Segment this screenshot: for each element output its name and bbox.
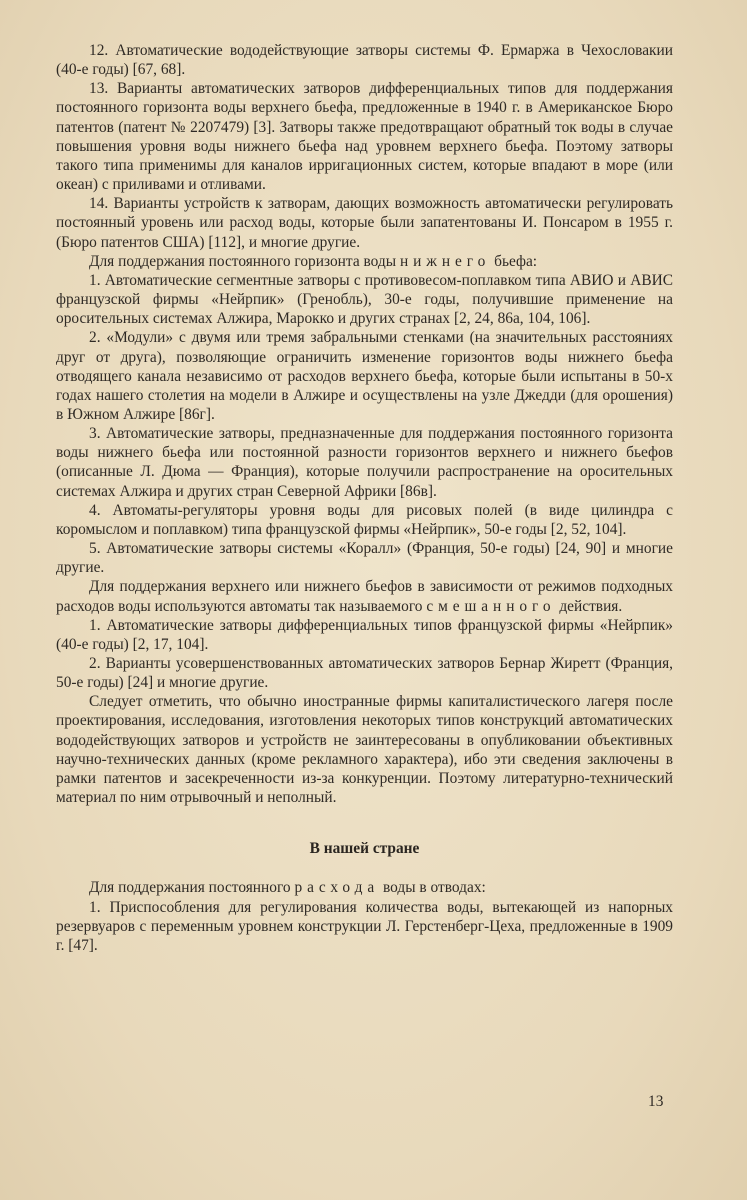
lower-list-item-2: 2. «Модули» с двумя или тремя забральными стенками (на значительных расстояниях друг от друга), позволяющие ограничить изменение горизонтов воды нижнего бьефа отводящего канала независимо от расходов верхнего бьефа, которые были испытаны в 50-х годах нашего столетия на модели в Алжире и осуществлены на узле Джедди (для орошения) в Южном Алжире [86г]. <box>56 329 673 423</box>
intro-discharge-spaced: расхода <box>294 879 380 897</box>
intro-mixed-action <box>56 577 673 615</box>
intro-lower-before: Для поддержания постоянного горизонта воды <box>89 252 397 270</box>
intro-discharge-before: Для поддержания постоянного <box>89 879 291 897</box>
intro-discharge <box>56 878 673 897</box>
discharge-list-item-1: 1. Приспособления для регулирования количества воды, вытекающей из напорных резервуаров с переменным уровнем конструкции Л. Герстенберг-Цеха, предложенные в 1909 г. [47]. <box>56 898 673 954</box>
intro-lower-pool <box>56 252 673 271</box>
page-text <box>56 41 673 955</box>
mixed-list-item-2: 2. Варианты усовершенствованных автоматических затворов Бернар Жиретт (Франция, 50-е годы) [24] и многие другие. <box>56 655 673 692</box>
lower-list-item-1: 1. Автоматические сегментные затворы с противовесом-поплавком типа АВИО и АВИС французской фирмы «Нейрпик» (Гренобль), 30-е годы, получившие применение на оросительных системах Алжира, Марокко и других странах [2, 24, 86а, 104, 106]. <box>56 271 673 328</box>
closing-paragraph: Следует отметить, что обычно иностранные фирмы капиталистического лагеря после проектирования, исследования, изготовления некоторых типов конструкций автоматических вододействующих затворов и устройств не заинтересованы в опубликовании объективных научно-технических данных (кроме рекламного характера), ибо эти сведения заключены в рамки патентов и засекреченности из-за конкуренции. Поэтому литературно-технический материал по ним отрывочный и неполный. <box>56 693 673 807</box>
lower-list-item-5: 5. Автоматические затворы системы «Коралл» (Франция, 50-е годы) [24, 90] и многие другие. <box>56 540 673 577</box>
section-heading: В нашей стране <box>309 840 420 858</box>
intro-lower-spaced: нижнего <box>399 252 491 270</box>
lower-list-item-3: 3. Автоматические затворы, предназначенные для поддержания постоянного горизонта воды нижнего бьефа или постоянной разности горизонтов верхнего и нижнего бьефов (описанные Л. Дюма — Франция), которые получили распространение на оросительных системах Алжира и других стран Северной Африки [86в]. <box>56 425 673 500</box>
paragraph-item-14: 14. Варианты устройств к затворам, дающих возможность автоматически регулировать постоянный уровень или расход воды, которые были запатентованы И. Понсаром в 1955 г. (Бюро патентов США) [112], и многие другие. <box>56 195 673 251</box>
intro-lower-after: бьефа: <box>494 252 538 270</box>
intro-mixed-before: Для поддержания верхнего или нижнего бьефов в зависимости от режимов подходных расходов воды используются автоматы так называемого <box>56 578 673 615</box>
intro-discharge-after: воды в отводах: <box>383 879 486 897</box>
lower-list-item-4: 4. Автоматы-регуляторы уровня воды для рисовых полей (в виде цилиндра с коромыслом и поплавком) типа французской фирмы «Нейрпик», 50-е годы [2, 52, 104]. <box>56 501 673 538</box>
paragraph-item-13: 13. Варианты автоматических затворов дифференциальных типов для поддержания постоянного горизонта воды верхнего бьефа, предложенные в 1940 г. в Американское Бюро патентов (патент № 2207479) [3]. Затворы также предотвращают обратный ток воды в случае повышения уровня воды нижнего бьефа над уровнем верхнего бьефа. Поэтому затворы такого типа применимы для каналов ирригационных систем, которые впадают в море (или океан) с приливами и отливами. <box>56 80 673 194</box>
intro-mixed-after: действия. <box>559 597 623 615</box>
page-number: 13 <box>648 1093 664 1110</box>
paragraph-item-12: 12. Автоматические вододействующие затворы системы Ф. Ермаржа в Чехословакии (40-е годы) [67, 68]. <box>56 42 673 79</box>
mixed-list-item-1: 1. Автоматические затворы дифференциальных типов французской фирмы «Нейрпик» (40-е годы) [2, 17, 104]. <box>56 616 673 653</box>
intro-mixed-spaced: смешанного <box>426 597 556 615</box>
